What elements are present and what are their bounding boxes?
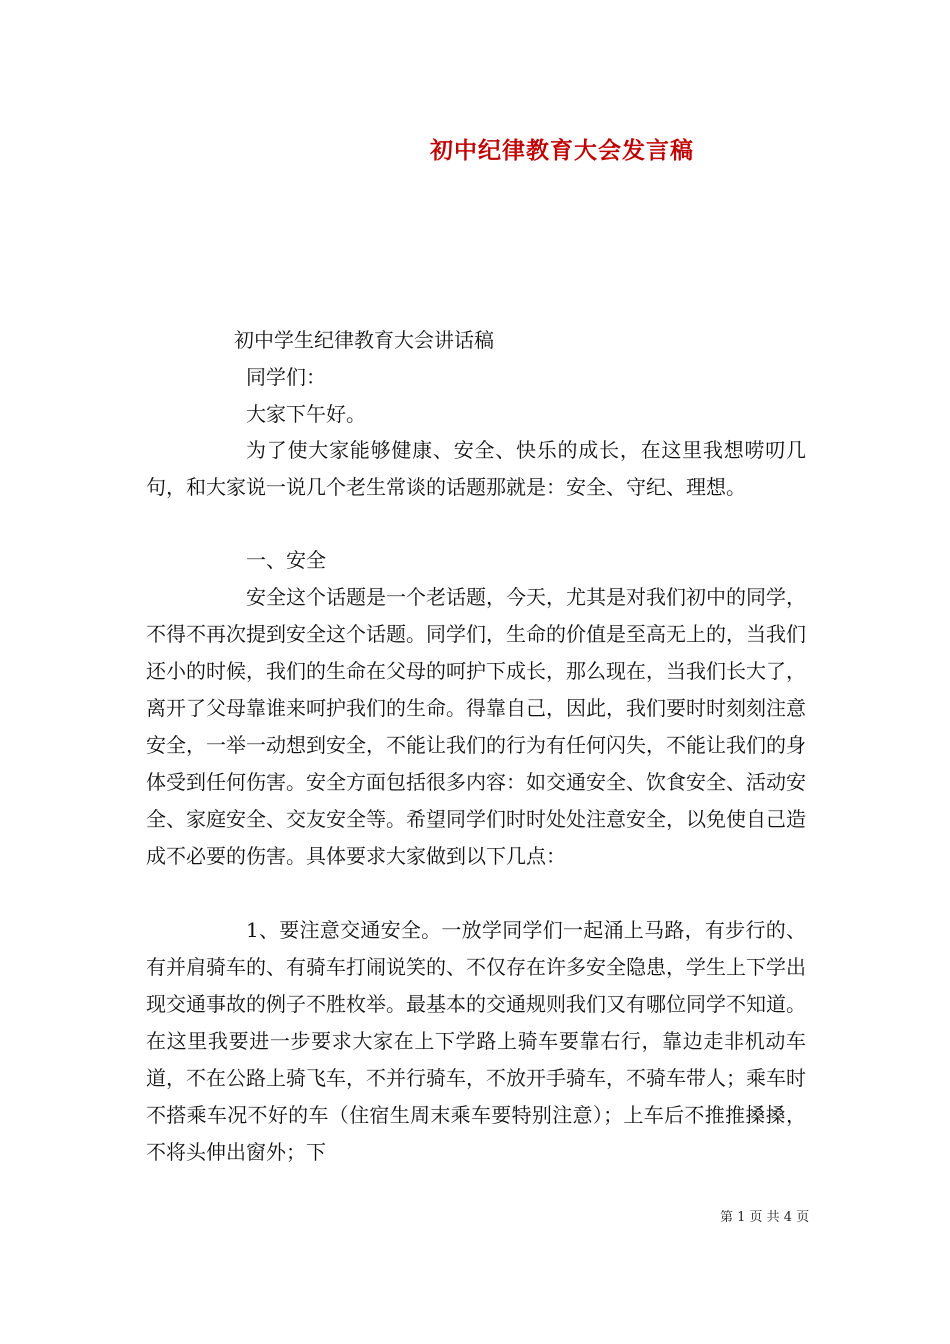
safety-paragraph: 安全这个话题是一个老话题，今天，尤其是对我们初中的同学，不得不再次提到安全这个话题。同学们，生命的价值是至高无上的，当我们还小的时候，我们的生命在父母的呵护下成长，那么现在，当我们长大了，离开了父母靠谁来呵护我们的生命。得靠自己，因此，我们要时时刻刻注意安全，一举一动想到安全，不能让我们的行为有任何闪失，不能让我们的身体受到任何伤害。安全方面包括很多内容：如交通安全、饮食安全、活动安全、家庭安全、交友安全等。希望同学们时时处处注意安全，以免使自己造成不必要的伤害。具体要求大家做到以下几点： [146, 585, 806, 868]
page-number-footer: 第 1 页 共 4 页 [720, 1210, 810, 1225]
traffic-safety-paragraph: 1、要注意交通安全。一放学同学们一起涌上马路，有步行的、有并肩骑车的、有骑车打闹说笑的、不仅存在许多安全隐患，学生上下学出现交通事故的例子不胜枚举。最基本的交通规则我们又有哪位同学不知道。在这里我要进一步要求大家在上下学路上骑车要靠右行，靠边走非机动车道，不在公路上骑飞车，不并行骑车，不放开手骑车，不骑车带人；乘车时不搭乘车况不好的车（住宿生周末乘车要特别注意）；上车后不推推搡搡，不将头伸出窗外；下 [146, 918, 806, 1164]
intro-paragraph: 为了使大家能够健康、安全、快乐的成长，在这里我想唠叨几句，和大家说一说几个老生常谈的话题那就是：安全、守纪、理想。 [146, 438, 806, 499]
section-heading-safety: 一、安全 [246, 548, 326, 572]
salutation-line: 大家下午好。 [246, 402, 366, 426]
speech-heading: 初中学生纪律教育大会讲话稿 [234, 328, 494, 352]
document-title: 初中纪律教育大会发言稿 [430, 137, 694, 164]
greeting-line: 同学们： [246, 365, 326, 389]
